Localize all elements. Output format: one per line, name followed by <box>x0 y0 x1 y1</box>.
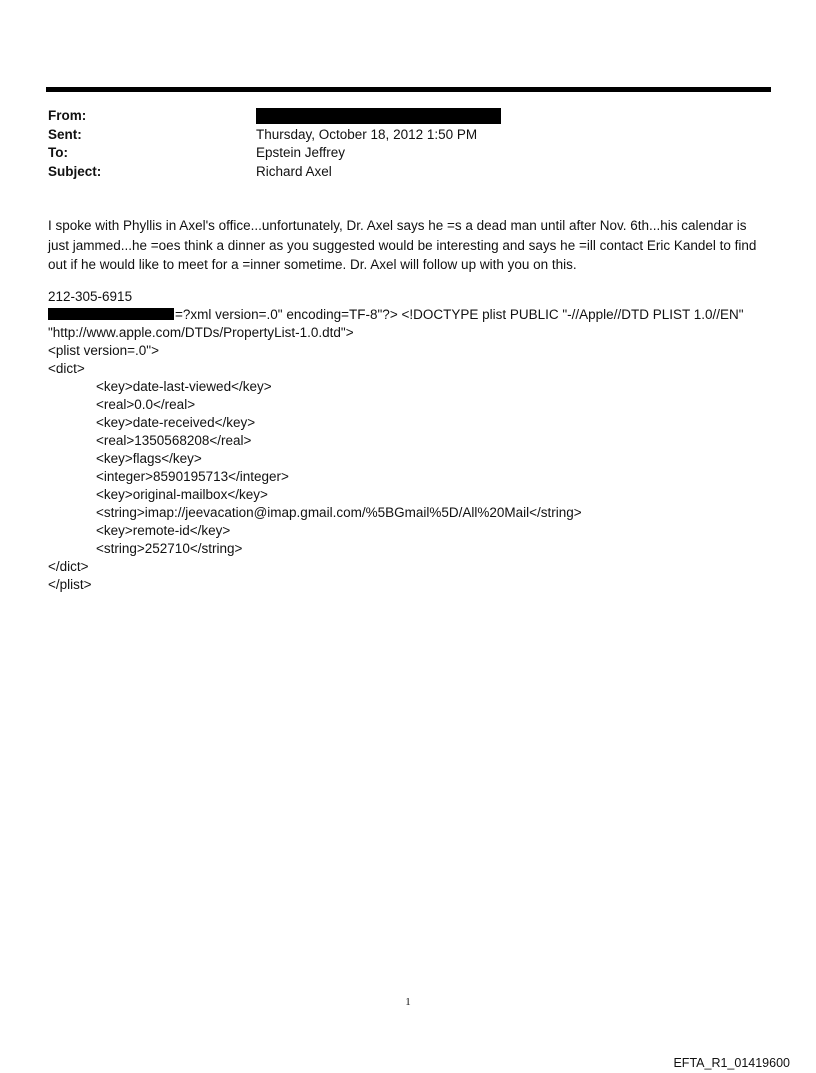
to-label: To: <box>48 145 68 160</box>
subject-value: Richard Axel <box>256 163 332 179</box>
document-id: EFTA_R1_01419600 <box>673 1056 790 1070</box>
subject-label: Subject: <box>48 163 102 179</box>
sent-label: Sent: <box>48 126 82 142</box>
xml-line: <key>remote-id</key> <box>96 523 231 538</box>
xml-line: <plist version=.0"> <box>48 343 159 358</box>
xml-line: <string>imap://jeevacation@imap.gmail.com/%5BGmail%5D/All%20Mail</string> <box>96 505 582 520</box>
xml-line: <key>date-received</key> <box>96 415 256 430</box>
from-label: From: <box>48 108 87 123</box>
header-divider-rule <box>46 87 771 92</box>
to-value: Epstein Jeffrey <box>256 145 346 160</box>
redaction-box <box>48 308 174 320</box>
xml-line: <key>date-last-viewed</key> <box>96 379 272 394</box>
xml-line: <real>1350568208</real> <box>96 433 252 448</box>
xml-line: <key>original-mailbox</key> <box>96 487 268 502</box>
xml-line: <integer>8590195713</integer> <box>96 469 289 484</box>
redaction-box <box>256 108 501 124</box>
xml-line: </dict> <box>48 559 89 574</box>
sent-value: Thursday, October 18, 2012 1:50 PM <box>256 126 478 142</box>
xml-line: <dict> <box>48 361 85 376</box>
xml-line: <key>flags</key> <box>96 451 202 466</box>
xml-line: <string>252710</string> <box>96 541 243 556</box>
xml-line: <real>0.0</real> <box>96 397 196 412</box>
page-number: 1 <box>405 996 411 1008</box>
xml-line: </plist> <box>48 577 92 592</box>
xml-line-1-text: =?xml version=.0" encoding=TF-8"?> <!DOCTYPE plist PUBLIC "-//Apple//DTD PLIST 1.0//EN" "http://www.apple.com/DTDs/PropertyList-1.0.dtd"> <box>48 307 744 340</box>
xml-plist-block <box>48 306 778 594</box>
xml-line-1 <box>48 306 778 342</box>
phone-number: 212-305-6915 <box>48 289 133 304</box>
email-body-paragraph: I spoke with Phyllis in Axel's office...unfortunately, Dr. Axel says he =s a dead man until after Nov. 6th...his calendar is just jammed...he =oes think a dinner as you suggested would be interesting and says he =ill contact Eric Kandel to find out if he would like to meet for a =inner sometime. Dr. Axel will follow up with you on this. <box>48 218 757 272</box>
